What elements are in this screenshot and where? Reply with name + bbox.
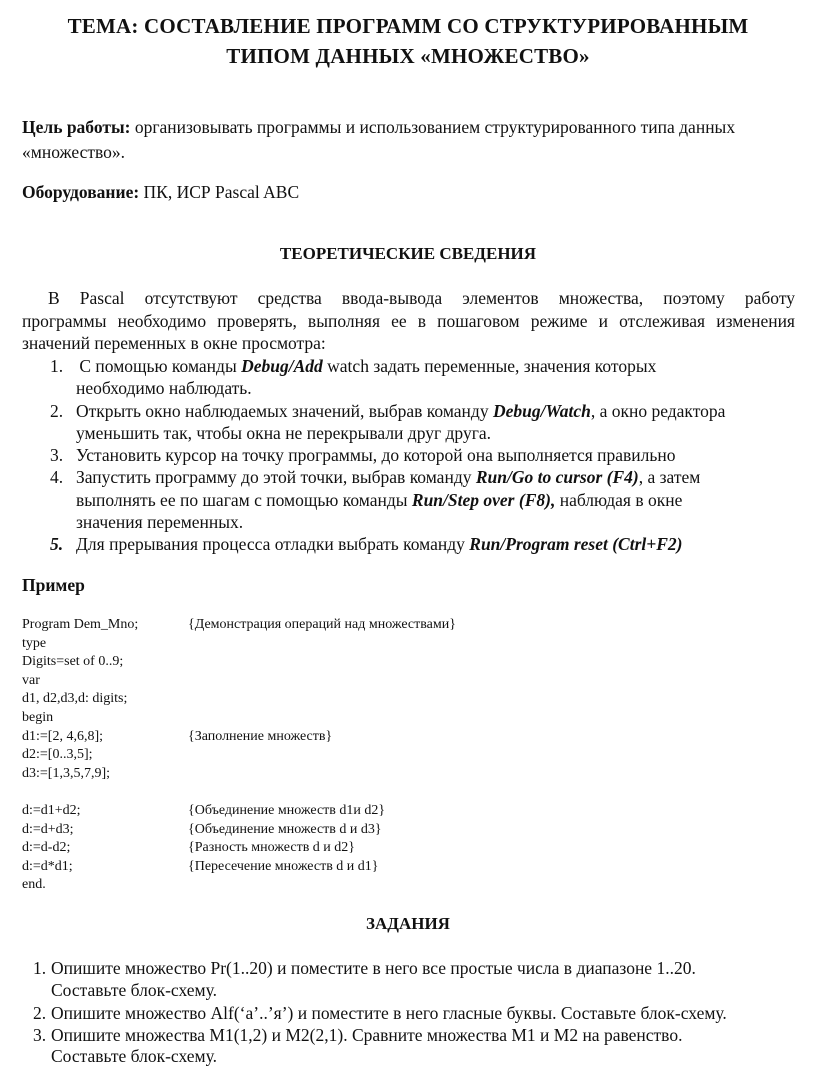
code-line: d:=d+d3; [22, 821, 74, 837]
code-line: end. [22, 877, 46, 893]
goal-text: организовывать программы и использованием структурированного типа данных [130, 117, 736, 137]
code-comment: {Объединение множеств d1и d2} [188, 803, 386, 818]
step-3-line-1 [50, 445, 676, 466]
step-2-line-2: уменьшить так, чтобы окна не перекрывали друг друга. [76, 423, 492, 443]
step-1-command: Debug/Add [241, 356, 323, 376]
theory-intro-line-3: значений переменных в окне просмотра: [22, 333, 326, 353]
step-2-text-c: , а окно редактора [590, 401, 726, 421]
step-4-line-3: значения переменных. [76, 512, 244, 532]
step-2-number: 2. [50, 401, 64, 421]
step-4-command-go: Run/Go to cursor (F4) [475, 467, 639, 487]
code-line: d1:=[2, 4,6,8]; [22, 728, 103, 744]
code-comment: {Заполнение множеств} [188, 728, 333, 744]
step-5-text-a: Для прерывания процесса отладки выбрать команду [76, 534, 470, 554]
step-1-number: 1. [50, 356, 64, 376]
step-4-text-c: , а затем [638, 467, 701, 487]
page-title-line-1: ТЕМА: СОСТАВЛЕНИЕ ПРОГРАММ СО СТРУКТУРИРОВАННЫМ [67, 14, 749, 38]
code-line: Digits=set of 0..9; [22, 654, 124, 670]
code-comment: {Разность множеств d и d2} [188, 840, 356, 856]
step-4-text-d: выполнять ее по шагам с помощью команды [76, 490, 412, 510]
equipment-text: ПК, ИСР Pascal ABC [139, 182, 300, 202]
goal-line-2: «множество». [22, 142, 126, 162]
step-4-text-a: Запустить программу до этой точки, выбрав команду [76, 467, 476, 487]
step-4-text-f: наблюдая в окне [555, 490, 683, 510]
task-1-text: Опишите множество Pr(1..20) и поместите в него все простые числа в диапазоне 1..20. [51, 958, 696, 978]
step-5-number: 5. [50, 534, 64, 554]
task-3-number: 3. [33, 1025, 47, 1045]
task-3-text: Опишите множества M1(1,2) и M2(2,1). Сравните множества M1 и M2 на равенство. [51, 1025, 683, 1045]
equipment-line [22, 182, 299, 203]
code-line: d:=d-d2; [22, 840, 71, 856]
step-1-line-2: необходимо наблюдать. [76, 378, 252, 398]
task-2-text: Опишите множество Alf(‘a’..’я’) и поместите в него гласные буквы. Составьте блок-схему. [51, 1003, 727, 1023]
tasks-heading: ЗАДАНИЯ [366, 914, 450, 933]
step-4-line-2 [76, 490, 682, 511]
step-4-command-step: Run/Step over (F8), [411, 490, 556, 510]
code-line: type [22, 635, 47, 651]
page-title-line-2: ТИПОМ ДАННЫХ «МНОЖЕСТВО» [226, 44, 590, 68]
code-comment: {Объединение множеств d и d3} [188, 821, 382, 837]
task-3-line-2: Составьте блок-схему. [51, 1046, 217, 1066]
step-3-text: Установить курсор на точку программы, до которой она выполняется правильно [76, 445, 676, 465]
code-line: d:=d*d1; [22, 858, 73, 874]
code-line: var [22, 672, 40, 688]
step-2-command: Debug/Watch [492, 401, 591, 421]
goal-label: Цель работы: [22, 117, 131, 137]
code-line: d:=d1+d2; [22, 803, 81, 818]
code-line: d1, d2,d3,d: digits; [22, 691, 128, 707]
theory-heading: ТЕОРЕТИЧЕСКИЕ СВЕДЕНИЯ [279, 244, 537, 263]
step-2-line-1 [50, 401, 725, 422]
goal-line-1 [22, 117, 735, 138]
code-comment: {Демонстрация операций над множествами} [188, 617, 456, 632]
example-heading: Пример [22, 575, 85, 595]
step-5-command: Run/Program reset (Ctrl+F2) [469, 534, 683, 554]
step-1-text-a: С помощью команды [75, 356, 242, 376]
step-2-text-a: Открыть окно наблюдаемых значений, выбрав команду [76, 401, 493, 421]
task-1-line-1 [33, 958, 696, 979]
step-5-line-1 [50, 534, 682, 555]
code-line: begin [22, 710, 54, 725]
task-1-line-2: Составьте блок-схему. [51, 980, 217, 1000]
task-2-number: 2. [33, 1003, 47, 1023]
step-1-line-1 [50, 356, 656, 377]
step-4-line-1 [50, 467, 700, 488]
code-line: d3:=[1,3,5,7,9]; [22, 765, 110, 781]
step-1-text-c: watch задать переменные, значения которых [322, 356, 657, 376]
step-3-number: 3. [50, 445, 64, 465]
code-comment: {Пересечение множеств d и d1} [188, 858, 379, 874]
equipment-label: Оборудование: [22, 182, 140, 202]
code-line: d2:=[0..3,5]; [22, 747, 93, 763]
task-2-line-1 [33, 1003, 727, 1024]
task-3-line-1 [33, 1025, 775, 1046]
theory-intro-line-2: программы необходимо проверять, выполняя ее в пошаговом режиме и отслеживая изменения [22, 311, 795, 331]
theory-intro-text-1: В Pascal отсутствуют средства ввода-вывода элементов множества, поэтому работу [48, 288, 795, 308]
task-1-number: 1. [33, 958, 47, 978]
theory-intro-line-1 [22, 288, 795, 309]
step-4-number: 4. [50, 467, 64, 487]
code-line: Program Dem_Mno; [22, 617, 139, 632]
